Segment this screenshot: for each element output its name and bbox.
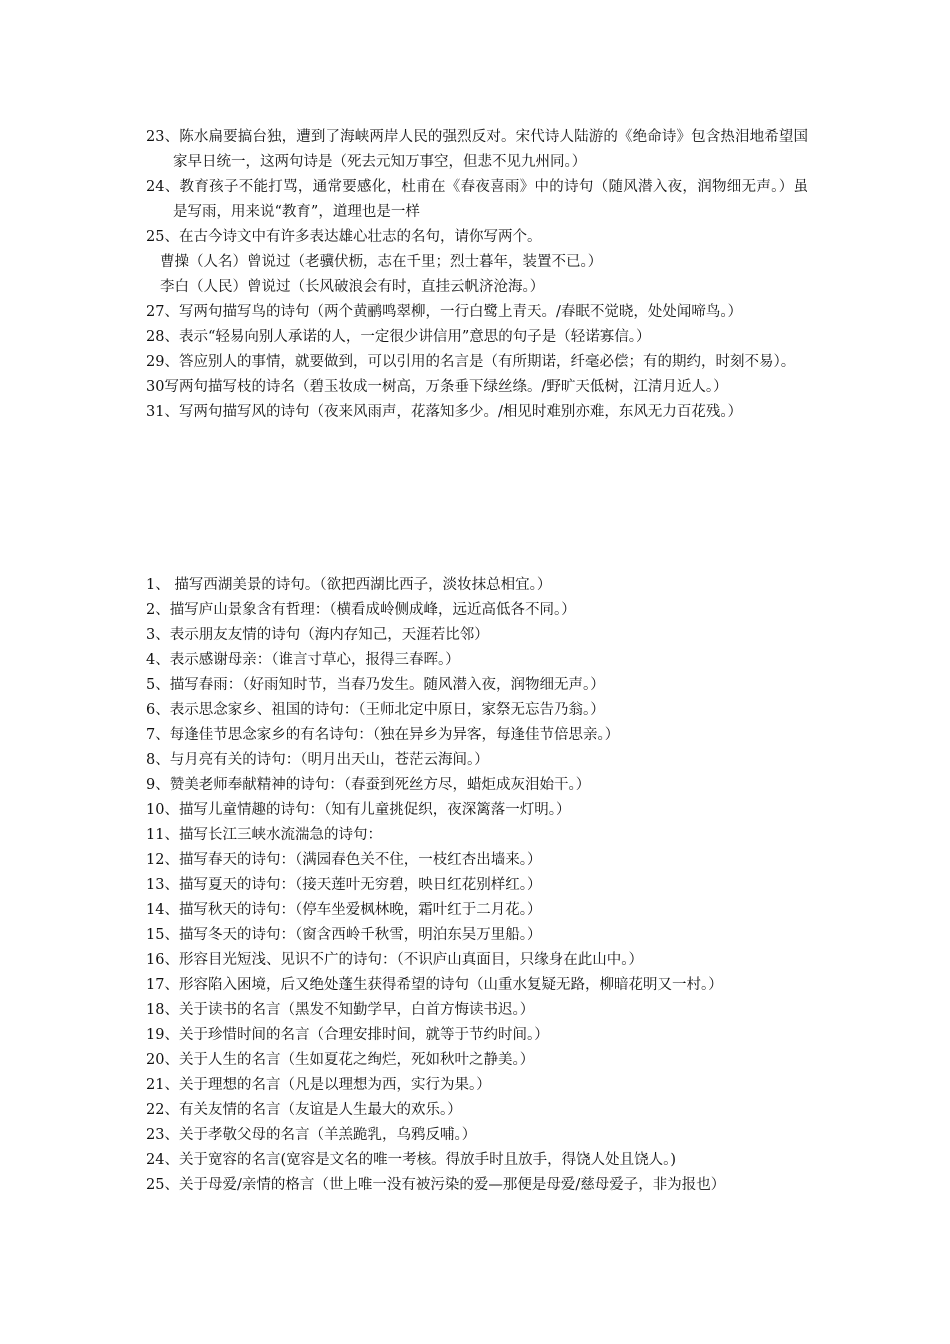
list-item: 15、描写冬天的诗句：（窗含西岭千秋雪，明泊东吴万里船。） <box>146 927 542 943</box>
list-item: 14、描写秋天的诗句：（停车坐爱枫林晚，霜叶红于二月花。） <box>146 902 542 918</box>
list-item: 25、关于母爱/亲情的格言（世上唯一没有被污染的爱—那便是母爱/慈母爱子，非为报也） <box>146 1177 726 1193</box>
list-item: 27、写两句描写鸟的诗句（两个黄鹂鸣翠柳，一行白鹭上青天。/春眠不觉晓，处处闻啼鸟。） <box>146 304 743 320</box>
list-item: 17、形容陷入困境，后又绝处蓬生获得希望的诗句（山重水复疑无路，柳暗花明又一村。） <box>146 977 723 993</box>
list-item: 李白（人民）曾说过（长风破浪会有时，直挂云帆济沧海。） <box>160 279 545 295</box>
list-item: 3、表示朋友友情的诗句（海内存知己，天涯若比邻） <box>146 627 489 643</box>
list-item: 20、关于人生的名言（生如夏花之绚烂，死如秋叶之静美。） <box>146 1052 535 1068</box>
poem-list-section <box>146 573 808 1198</box>
list-item: 2、描写庐山景象含有哲理：（横看成岭侧成峰，远近高低各不同。） <box>146 602 576 618</box>
list-item: 23、陈水扁要搞台独，遭到了海峡两岸人民的强烈反对。宋代诗人陆游的《绝命诗》包含热泪地希望国家早日统一，这两句诗是（死去元知万事空，但悲不见九州同。） <box>146 129 808 170</box>
list-item: 曹操（人名）曾说过（老骥伏枥，志在千里；烈士暮年，装置不已。） <box>160 254 603 270</box>
list-item: 1、 描写西湖美景的诗句。（欲把西湖比西子，淡妆抹总相宜。） <box>146 577 552 593</box>
list-item: 23、关于孝敬父母的名言（羊羔跪乳，乌鸦反哺。） <box>146 1127 477 1143</box>
list-item: 4、表示感谢母亲：（谁言寸草心，报得三春晖。） <box>146 652 460 668</box>
list-item: 25、在古今诗文中有许多表达雄心壮志的名句，请你写两个。 <box>146 229 542 245</box>
list-item: 31、写两句描写风的诗句（夜来风雨声，花落知多少。/相见时难别亦难，东风无力百花残。） <box>146 404 743 420</box>
list-item: 30写两句描写枝的诗名（碧玉妆成一树高，万条垂下绿丝绦。/野旷天低树，江清月近人。） <box>146 379 728 395</box>
list-item: 11、描写长江三峡水流湍急的诗句： <box>146 827 382 843</box>
list-item: 9、赞美老师奉献精神的诗句：（春蚕到死丝方尽，蜡炬成灰泪始干。） <box>146 777 591 793</box>
list-item: 8、与月亮有关的诗句：（明月出天山，苍茫云海间。） <box>146 752 489 768</box>
list-item: 16、形容目光短浅、见识不广的诗句：（不识庐山真面目，只缘身在此山中。） <box>146 952 643 968</box>
list-item: 24、关于宽容的名言(宽容是文名的唯一考核。得放手时且放手，得饶人处且饶人。) <box>146 1152 677 1168</box>
list-item: 24、教育孩子不能打骂，通常要感化，杜甫在《春夜喜雨》中的诗句（随风潜入夜，润物细无声。）虽是写雨，用来说“教育”，道理也是一样 <box>146 179 808 220</box>
list-item: 5、描写春雨：（好雨知时节，当春乃发生。随风潜入夜，润物细无声。） <box>146 677 605 693</box>
poem-questions-section <box>146 125 808 425</box>
list-item: 21、关于理想的名言（凡是以理想为西，实行为果。） <box>146 1077 491 1093</box>
list-item: 28、表示“轻易向别人承诺的人，一定很少讲信用”意思的句子是（轻诺寡信。） <box>146 329 651 345</box>
list-item: 22、有关友情的名言（友谊是人生最大的欢乐。） <box>146 1102 462 1118</box>
list-item: 13、描写夏天的诗句：（接天莲叶无穷碧，映日红花别样红。） <box>146 877 542 893</box>
list-item: 7、每逢佳节思念家乡的有名诗句：（独在异乡为异客，每逢佳节倍思亲。） <box>146 727 620 743</box>
list-item: 10、描写儿童情趣的诗句：（知有儿童挑促织，夜深篱落一灯明。） <box>146 802 571 818</box>
list-item: 19、关于珍惜时间的名言（合理安排时间，就等于节约时间。） <box>146 1027 549 1043</box>
list-item: 18、关于读书的名言（黑发不知勤学早，白首方悔读书迟。） <box>146 1002 535 1018</box>
list-item: 12、描写春天的诗句：（满园春色关不住，一枝红杏出墙来。） <box>146 852 542 868</box>
list-item: 29、答应别人的事情，就要做到，可以引用的名言是（有所期诺，纤毫必偿；有的期约，时刻不易）。 <box>146 354 796 370</box>
list-item: 6、表示思念家乡、祖国的诗句：（王师北定中原日，家祭无忘告乃翁。） <box>146 702 605 718</box>
